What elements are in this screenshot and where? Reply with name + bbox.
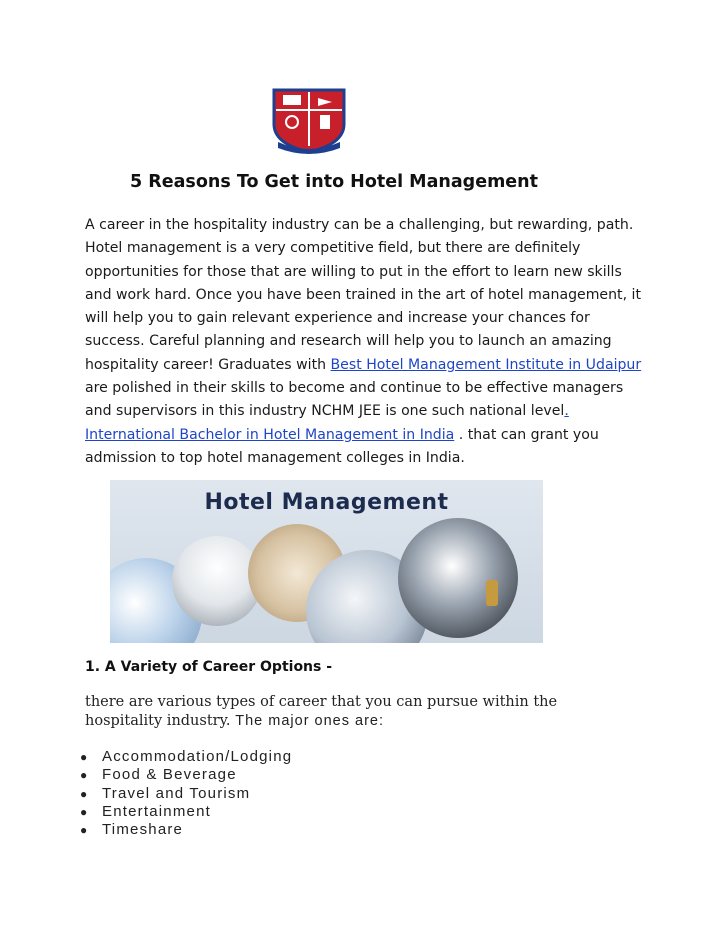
intro-paragraph [85, 214, 645, 470]
hotel-management-banner-image [110, 480, 543, 643]
intro-text-2: are polished in their skills to become and continue to be effective managers and supervisors in this industry NCHM JEE is one such national level [85, 380, 624, 420]
section-text-sans: The major ones are: [230, 713, 385, 729]
banner-title: Hotel Management [204, 490, 449, 515]
institute-logo [268, 86, 350, 158]
intro-text-1: A career in the hospitality industry can be a challenging, but rewarding, path. Hotel management is a very competitive field, but there are definitely opportunities for those that are willing to put in the effort to learn new skills and work hard. Once you have been trained in the art of hotel management, it will help you to gain relevant experience and increase your chances for success. Careful planning and research will help you to launch an amazing hospitality career! Graduates with [85, 217, 641, 373]
intro-text-3: . that can grant you admission to top hotel management colleges in India. [85, 426, 599, 466]
bullet-icon: ● [80, 750, 89, 764]
banner-key-tag [486, 580, 498, 606]
list-item-label: Accommodation/Lodging [102, 748, 293, 765]
bullet-icon: ● [80, 823, 89, 838]
bullet-icon: ● [80, 768, 89, 783]
list-item [80, 803, 292, 821]
list-item [80, 821, 292, 839]
bullet-icon: ● [80, 786, 89, 801]
list-item-label: Food & Beverage [102, 766, 237, 784]
bullet-icon: ● [80, 804, 89, 819]
list-item-label: Travel and Tourism [102, 784, 251, 802]
banner-circle-service [398, 518, 518, 638]
link-best-institute-udaipur[interactable]: Best Hotel Management Institute in Udaipur [330, 356, 642, 373]
list-item [80, 785, 292, 803]
page-title: 5 Reasons To Get into Hotel Management [130, 172, 538, 192]
list-item-label: Entertainment [102, 802, 211, 820]
list-item [80, 748, 292, 766]
section-text-serif: there are various types of career that you can pursue within the hospitality industry. [85, 694, 558, 729]
list-item-label: Timeshare [102, 821, 184, 839]
list-item [80, 766, 292, 784]
section-career-text [85, 693, 605, 731]
section-heading-career-options: 1. A Variety of Career Options - [85, 659, 333, 675]
link-international-bachelor[interactable]: . International Bachelor in Hotel Management in India [85, 403, 569, 443]
career-options-list [80, 748, 292, 839]
